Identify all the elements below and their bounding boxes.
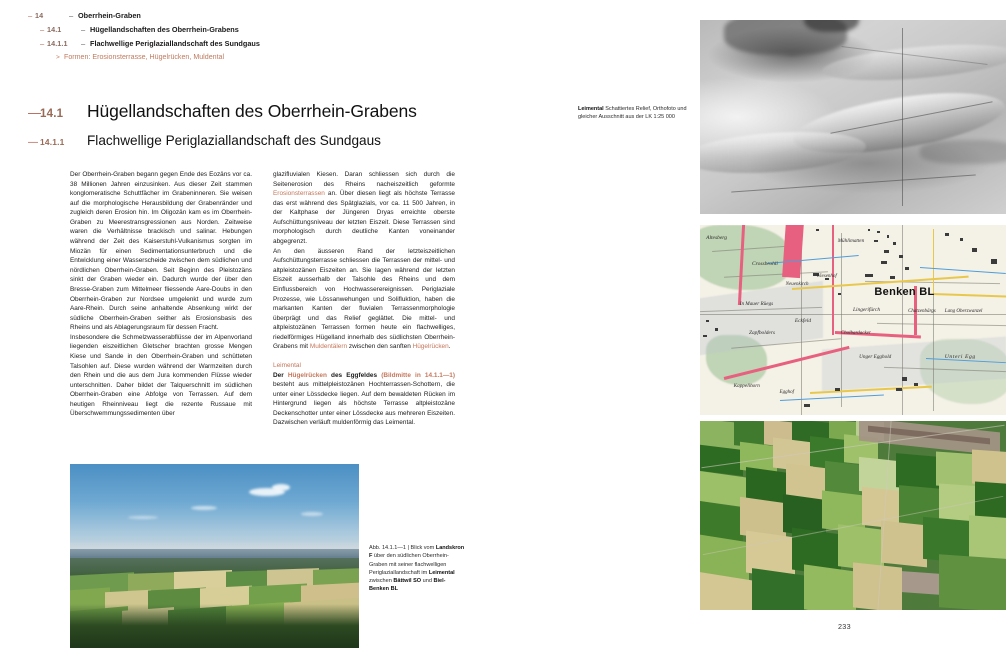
ortho-field (881, 521, 927, 567)
place-name-eggfeld: Eggfeldes (346, 371, 378, 379)
map-building (960, 238, 963, 241)
breadcrumb-number: 14.1.1 (47, 39, 68, 48)
paragraph-text: des (326, 371, 347, 379)
subsection-title: Flachwellige Periglaziallandschaft des Sundgaus (87, 133, 381, 148)
map-parcel-line (877, 323, 1006, 326)
breadcrumb-forms-item (28, 51, 358, 64)
map-label-place: Wiesenhof (816, 274, 837, 280)
glossary-term-erosionsterrassen[interactable]: Erosionsterrassen (273, 190, 325, 198)
heading-dash-icon: — (28, 105, 41, 120)
breadcrumb-label: Flachwellige Periglaziallandschaft des Sundgaus (90, 39, 260, 48)
paragraph (70, 333, 252, 419)
caption-text: zwischen (369, 578, 394, 585)
caption-text: Blick vom (410, 545, 436, 551)
map-building (865, 274, 873, 277)
map-label-place: Egghof (779, 390, 794, 396)
map-building (887, 235, 889, 238)
caption-text: Schattiertes Relief, Orthofoto und gleicher Ausschnitt aus der LK 1:25 000 (578, 106, 687, 121)
photo-cloud (128, 516, 158, 519)
map-building (715, 328, 718, 331)
breadcrumb (28, 9, 358, 65)
map-building (905, 267, 909, 270)
breadcrumb-item-0[interactable] (28, 9, 358, 22)
map-building (893, 242, 896, 245)
chevron-right-icon: > (56, 54, 60, 61)
paragraph-text: Der (273, 371, 288, 379)
relief-shadow (804, 20, 859, 32)
map-building (816, 229, 819, 231)
breadcrumb-separator-icon: – (81, 39, 86, 48)
ortho-field (804, 565, 856, 610)
breadcrumb-forms-label: Formen: Erosionsterrasse, Hügelrücken, Muldental (64, 53, 225, 61)
map-label-benken: Benken BL (874, 285, 935, 298)
heading-number: 14.1.1 (40, 137, 65, 147)
map-building (874, 240, 878, 242)
paragraph-text: besteht aus mittelpleistozänen Hochterrassen-Schottern, die unter einer Lössdecke liegen. Auf dem bewaldeten Rücken im Hintergrund liegen als höchste Terrasse altpleistozäne Deckenschotter unter einer Lössdecke aus mehreren Eiszeiten. Dazwischen verläuft muldenförmig das Leimental. (273, 381, 455, 427)
figure-landscape-photo (70, 464, 359, 648)
figure-caption (369, 544, 465, 594)
map-stream (780, 394, 884, 400)
map-building (945, 233, 949, 236)
map-label-place: Unteri Egg (944, 354, 976, 361)
breadcrumb-separator-icon: – (81, 25, 86, 34)
body-column-left (70, 170, 252, 419)
breadcrumb-dash-icon: – (40, 39, 45, 48)
map-label-place: Cholbardacker (840, 331, 871, 337)
map-main-road (832, 225, 835, 335)
map-building (868, 229, 870, 231)
map-building (896, 388, 902, 391)
map-building (991, 259, 997, 264)
map-building (890, 276, 895, 279)
heading-dash-icon: — (28, 137, 38, 148)
paragraph-text: An den äusseren Rand der letzteiszeitlichen Aufschüttungsterrasse schliessen die Terrassen der mittel- und altpleistozänen Eiszeiten an. Sie lagen während der letzten Eiszeit ausserhalb der Talsohle des Rheins und dem Einflussbereich von Hochwasserereignissen. Periglaziale Prozesse, wie Lössanwehungen und Solifluktion, haben die markanten Kanten der fluvialen Terrassenmorphologie überprägt und das Relief geglättet. Die mittel- und altpleistozänen Terrassen formen heute ein flachwelliges, riedelförmiges Hügelland innerhalb des südlichsten Oberrhein-Grabens mit (273, 247, 455, 351)
figure-topographic-map (700, 225, 1006, 415)
section-heading-2 (28, 133, 381, 148)
paragraph (273, 247, 455, 352)
map-secondary-road (933, 229, 935, 294)
map-building (902, 377, 907, 381)
paragraph (273, 371, 455, 428)
ortho-field (939, 554, 1006, 610)
glossary-term-huegelruecken[interactable]: Hügelrücken (412, 343, 449, 351)
relief-valley-line (731, 174, 975, 192)
glossary-term-muldentaelern[interactable]: Muldentälern (309, 343, 348, 351)
map-label-place: Lang Oberzwanzel (944, 308, 983, 314)
map-building (835, 388, 840, 391)
figure-reference[interactable]: (Bildmitte in 14.1.1—1) (381, 371, 455, 379)
paragraph (273, 170, 455, 247)
relief-ridge (700, 126, 866, 178)
map-label-place: In Mauer Rüegs (739, 301, 774, 307)
map-building (899, 255, 903, 258)
sidebar-figure-caption (578, 105, 690, 121)
paragraph-text: glazifluvialen Kiesen. Daran schliessen sich durch die Seitenerosion des Rheins nacheiszeitlich geformte (273, 171, 455, 188)
photo-foreground-trees (70, 604, 359, 648)
paragraph-text: Der Oberrhein-Graben begann gegen Ende des Eozäns vor ca. 38 Millionen Jahren einzusinken. Aus dieser Zeit stammen konglomeratische Schuttfächer im Grabeninneren. Sie weisen auf die morphologische Herausbildung der Grabenränder und zugleich deren Erosion hin. Im Oligozän kam es im Oberrhein-Graben zu Meerestransgressionen aus Norden. Zeitweise waren die Verhältnisse brackisch und salinar. Hebungen während der Zeit des Kaiserstuhl-Vulkanismus sorgten im Miozän für einen Sedimentationsunterbruch und die Entwicklung einer Wasserscheide zwischen dem südlichen und nördlichen Oberrhein-Graben. Seit Beginn des Pleistozäns sinkt der Graben wieder ein. Dadurch wurde der über den Bresse-Graben zum Mittelmeer fliessende Aare-Doubs in den Oberrhein-Graben zur Nordsee umgelenkt und wurde zum Aare-Rhein. Durch seine anhaltende Absenkung wirkt der südliche Oberrhein-Graben seither als Erosionsbasis des Rheins und als Ablagerungsraum für dessen Fracht. (70, 171, 252, 332)
map-label-place: Neuenkirch (785, 282, 809, 287)
breadcrumb-dash-icon: – (28, 11, 33, 20)
map-building (914, 383, 918, 386)
map-label-place: Lingerifürch (853, 306, 881, 313)
map-building (884, 250, 889, 253)
figure-orthophoto (700, 421, 1006, 610)
ortho-field (752, 568, 807, 610)
paragraph-text: . (448, 343, 451, 351)
map-building (881, 261, 887, 264)
map-building (706, 320, 709, 322)
caption-text: und (421, 578, 434, 585)
map-label-place: Kappelihorn (733, 382, 760, 389)
page-number: 233 (838, 622, 851, 631)
map-parcel-line (841, 233, 842, 408)
caption-place-leimental: Leimental (578, 106, 604, 112)
breadcrumb-item-2[interactable] (28, 37, 358, 50)
map-label-place: Eckfeld (794, 318, 812, 325)
subheading-leimental: Leimental (273, 361, 301, 369)
breadcrumb-number: 14 (35, 11, 44, 20)
map-building (804, 404, 810, 407)
paragraph-text: zwischen den sanften (347, 343, 413, 351)
map-label-place: Unger Egghold (859, 354, 892, 361)
map-building (703, 335, 707, 337)
caption-place-baettwil: Bättwil SO (393, 578, 422, 585)
relief-shadow (920, 140, 1006, 163)
map-label-place: Mühlimatten (837, 238, 865, 245)
ortho-field (969, 516, 1006, 561)
caption-text: über den südlichen Oberrhein-Graben mit seiner flachwelligen Periglaziallandschaft im (369, 553, 449, 576)
map-building (877, 231, 880, 233)
map-label-place: Chatzenbärgs (908, 308, 936, 314)
caption-place-leimental: Leimental (428, 569, 455, 576)
map-secondary-road (933, 293, 1006, 297)
section-heading-1 (28, 101, 417, 122)
caption-place-biel-benken: Biel-Benken BL (369, 578, 446, 593)
paragraph-text: an. Über diesen liegt als höchste Terrasse das erst während des Spätglazials, vor ca. 11 500 Jahren, in der Kaltphase der Jüngeren Dryas erreichte oberste Aufschüttungsniveau der letzten Eiszeit. Diese Terrassen sind morphologisch durch deutliche Kanten voneinander abgegrenzt. (273, 190, 455, 246)
figure-number: Abb. 14.1.1—1 | (369, 545, 411, 551)
heading-number: 14.1 (40, 108, 64, 120)
caption-place-landskron: Landskron F (369, 545, 465, 560)
breadcrumb-label: Oberrhein-Graben (78, 11, 141, 20)
figure-shaded-relief (700, 20, 1006, 214)
breadcrumb-label: Hügellandschaften des Oberrhein-Grabens (90, 25, 239, 34)
map-label-place: Crossbrohli (752, 261, 778, 268)
breadcrumb-dash-icon: – (40, 25, 45, 34)
paragraph (70, 170, 252, 333)
breadcrumb-separator-icon: – (69, 11, 74, 20)
map-label-place: Zapfbolders (748, 329, 776, 336)
breadcrumb-item-1[interactable] (28, 23, 358, 36)
photo-cloud (301, 512, 323, 516)
map-main-road (782, 225, 804, 278)
map-building (838, 293, 841, 295)
map-parcel-line (933, 282, 934, 411)
body-column-middle (273, 170, 455, 428)
map-label-place: Altesberg (706, 234, 727, 241)
breadcrumb-number: 14.1 (47, 25, 62, 34)
paragraph-text: Insbesondere die Schmelzwasserabflüsse der im Alpenvorland liegenden eiszeitlichen Gletscher brachten grosse Mengen Kiese und Sande in den Oberrhein-Graben und schütteten Talsohlen auf. Diese wurden während der Warmzeiten durch den Rhein und die aus dem Jura kommenden Flüsse wieder unterschnitten. Daher bildet der Talquerschnitt im südlichen Oberrhein-Graben eine Abfolge von Terrassen. Auf dem heutigen Rheinniveau liegt die rezente Russaue mit Überschwemmungssedimenten über (70, 333, 252, 418)
page-title: Hügellandschaften des Oberrhein-Grabens (87, 101, 417, 121)
map-grid-line (700, 314, 1006, 315)
glossary-term-huegelruecken[interactable]: Hügelrücken (287, 371, 327, 379)
map-building (972, 248, 977, 252)
